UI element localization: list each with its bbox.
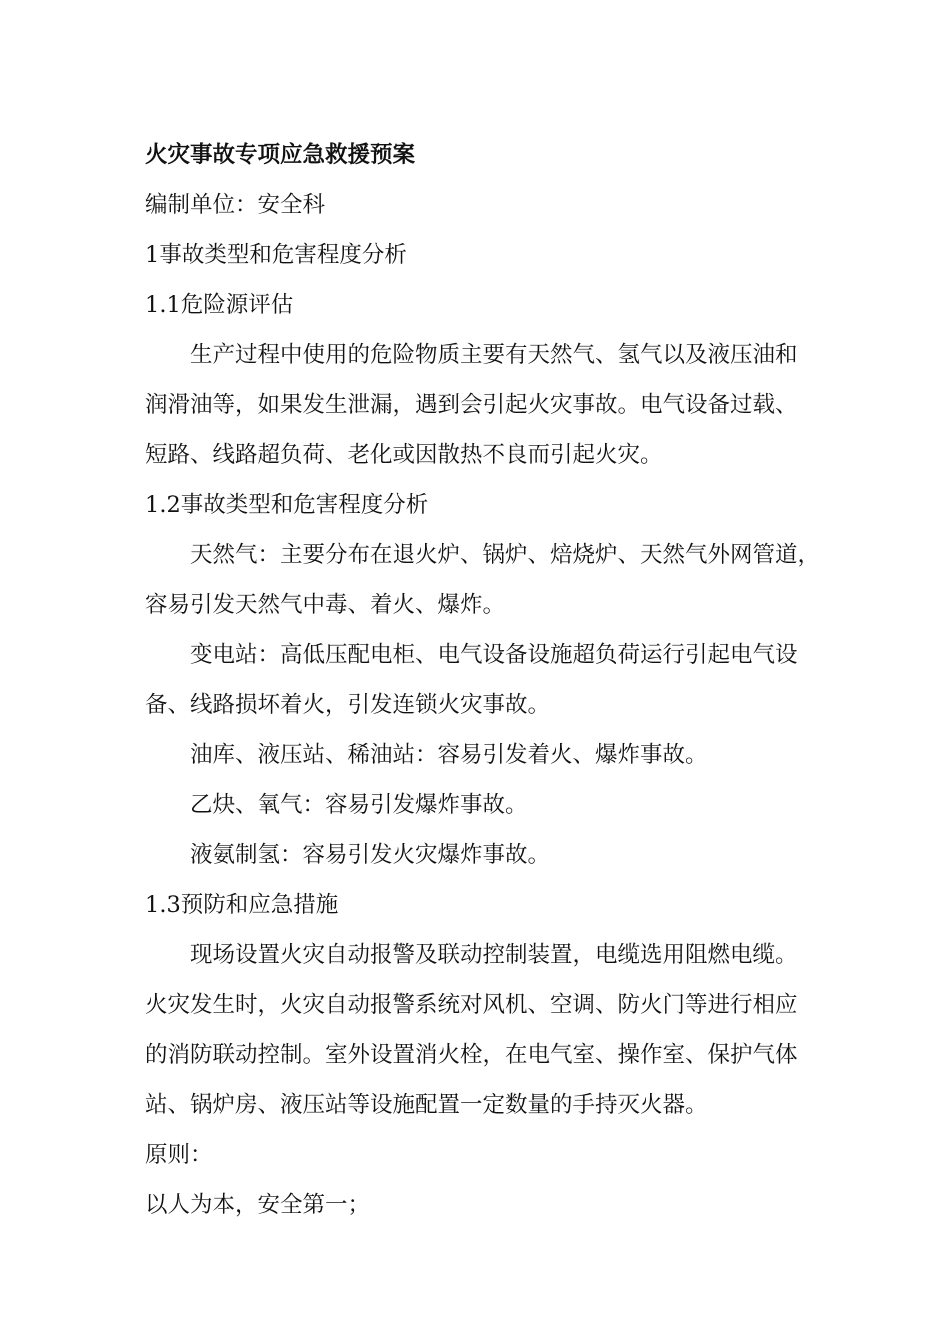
paragraph-line: 天然气：主要分布在退火炉、锅炉、焙烧炉、天然气外网管道， — [190, 542, 821, 568]
paragraph-line: 的消防联动控制。室外设置消火栓，在电气室、操作室、保护气体 — [145, 1042, 798, 1068]
subsection-heading: 1.1危险源评估 — [145, 292, 294, 318]
paragraph-line: 现场设置火灾自动报警及联动控制装置，电缆选用阻燃电缆。 — [190, 942, 798, 968]
principle-item: 以人为本，安全第一； — [145, 1192, 371, 1218]
paragraph-line: 站、锅炉房、液压站等设施配置一定数量的手持灭火器。 — [145, 1092, 708, 1118]
paragraph-line: 油库、液压站、稀油站：容易引发着火、爆炸事故。 — [190, 742, 708, 768]
compiling-unit: 编制单位：安全科 — [145, 192, 326, 218]
paragraph-line: 容易引发天然气中毒、着火、爆炸。 — [145, 592, 506, 618]
subsection-heading: 1.2事故类型和危害程度分析 — [145, 492, 429, 518]
paragraph-line: 液氨制氢：容易引发火灾爆炸事故。 — [190, 842, 551, 868]
subsection-heading: 1.3预防和应急措施 — [145, 892, 339, 918]
paragraph-line: 生产过程中使用的危险物质主要有天然气、氢气以及液压油和 — [190, 342, 798, 368]
section-heading: 1事故类型和危害程度分析 — [145, 242, 407, 268]
paragraph-line: 乙炔、氧气：容易引发爆炸事故。 — [190, 792, 528, 818]
paragraph-line: 备、线路损坏着火，引发连锁火灾事故。 — [145, 692, 551, 718]
paragraph-line: 变电站：高低压配电柜、电气设备设施超负荷运行引起电气设 — [190, 642, 798, 668]
paragraph-line: 短路、线路超负荷、老化或因散热不良而引起火灾。 — [145, 442, 663, 468]
document-title: 火灾事故专项应急救援预案 — [145, 142, 416, 168]
paragraph-line: 润滑油等，如果发生泄漏，遇到会引起火灾事故。电气设备过载、 — [145, 392, 798, 418]
paragraph-line: 火灾发生时，火灾自动报警系统对风机、空调、防火门等进行相应 — [145, 992, 798, 1018]
document-page — [145, 130, 825, 1230]
principle-label: 原则： — [145, 1142, 213, 1168]
